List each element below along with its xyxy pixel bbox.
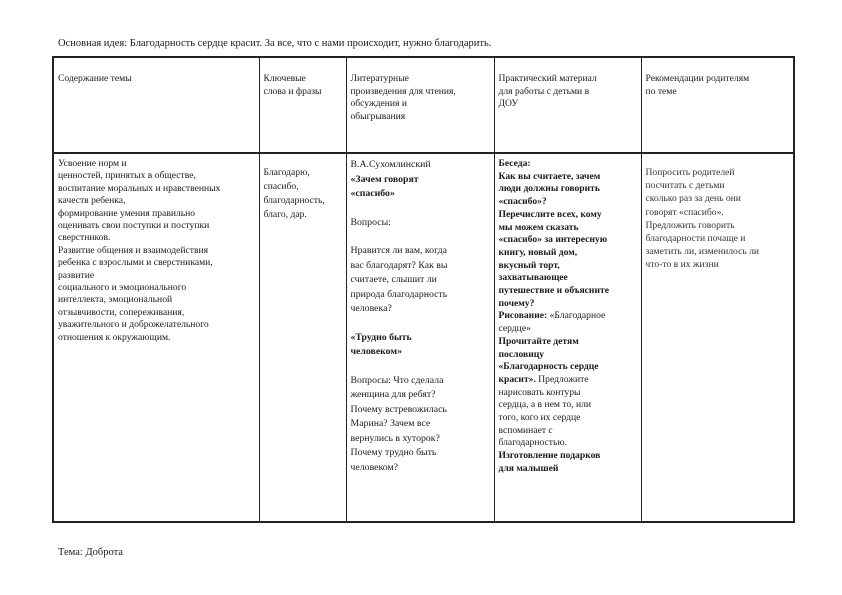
question-line: природа благодарность: [350, 288, 448, 300]
question-line: Почему встревожилась: [350, 403, 447, 415]
questions-label: Вопросы:: [350, 216, 391, 228]
header-line: Рекомендации родителям: [645, 73, 750, 84]
text-line: воспитание моральных и нравственных: [58, 182, 221, 194]
recommendation-line: говорят «спасибо».: [645, 206, 724, 218]
keyword-line: благо, дар.: [263, 209, 307, 220]
work-title-1: «Зачем говорят: [350, 173, 419, 185]
header-practical: [494, 57, 641, 153]
header-line: слова и фразы: [263, 85, 322, 97]
proverb-line: [499, 374, 637, 387]
topic-text: Тема: Доброта: [58, 547, 123, 558]
work-title-1: «спасибо»: [350, 188, 395, 199]
recommendation-line: посчитать с детьми: [645, 180, 725, 192]
text-line: интеллекта, эмоциональной: [58, 294, 173, 306]
practical-line: пословицу: [498, 348, 545, 360]
practical-line: Как вы считаете, зачем: [498, 170, 601, 182]
question-line: вернулись в хуторок?: [350, 432, 440, 444]
cell-content-theme: [53, 153, 259, 522]
practical-line: благодарностью.: [498, 437, 567, 449]
practical-line: Прочитайте детям: [498, 335, 579, 347]
practical-line: путешествие и объясните: [498, 285, 609, 297]
question-line: женщина для ребят?: [350, 389, 436, 400]
text-line: Усвоение норм и: [58, 158, 127, 169]
table-content-row: [53, 153, 794, 522]
text-line: ценностей, принятых в обществе,: [58, 170, 196, 182]
practical-line: Перечислите всех, кому: [498, 208, 602, 220]
drawing-label: Рисование:: [498, 310, 548, 322]
drawing-line: [499, 310, 637, 323]
header-literature: [346, 57, 494, 153]
header-line: Ключевые: [263, 73, 306, 84]
question-line: считаете, слышит ли: [350, 274, 437, 285]
text-line: отношения к окружающим.: [58, 331, 171, 343]
header-keywords: [259, 57, 346, 153]
gifts-line: Изготовление подарков: [498, 450, 601, 462]
header-line: обыгрывания: [350, 110, 406, 122]
recommendation-line: Предложить говорить: [645, 219, 735, 231]
text-line: сверстников.: [58, 232, 111, 244]
question-line: Нравится ли вам, когда: [350, 245, 447, 256]
proverb-end: красит».: [498, 373, 536, 385]
table-header-row: [53, 57, 794, 153]
keyword-line: благодарность,: [263, 195, 325, 206]
practical-line: сердца, а в нем то, или: [498, 399, 592, 411]
header-line: произведения для чтения,: [350, 85, 456, 97]
header-line: ДОУ: [498, 98, 519, 109]
recommendation-line: Попросить родителей: [645, 167, 735, 178]
header-recommendations: [641, 57, 794, 153]
recommendation-line: благодарности почаще и: [645, 233, 746, 245]
header-line: Содержание темы: [58, 73, 132, 84]
keyword-line: Благодарю,: [263, 167, 310, 178]
text-line: развитие: [58, 269, 95, 281]
recommendation-line: что-то в их жизни: [645, 259, 719, 271]
practical-line: «спасибо» за интересную: [498, 234, 608, 246]
practical-line: того, кого их сердце: [498, 412, 581, 424]
practical-line: «спасибо»?: [498, 196, 547, 208]
question-line: Почему трудно быть: [350, 447, 437, 458]
text-line: качеств ребенка,: [58, 195, 126, 207]
question-line: человеком?: [350, 461, 399, 473]
text-line: формирование умения правильно: [58, 207, 196, 219]
gifts-line: для малышей: [498, 462, 559, 474]
question-line: Марина? Зачем все: [350, 418, 431, 429]
recommendation-line: сколько раз за день они: [645, 193, 741, 205]
text-line: социального и эмоционального: [58, 282, 187, 294]
work-title-2: человеком»: [350, 346, 402, 357]
practical-line: люди должны говорить: [498, 183, 600, 195]
header-line: Литературные: [350, 73, 409, 84]
lesson-plan-table: [52, 56, 795, 523]
header-content-theme: [53, 57, 259, 153]
text-line: оценивать свои поступки и поступки: [58, 220, 210, 232]
main-idea-text: Основная идея: Благодарность сердце красит. За все, что с нами происходит, нужно благодарить.: [58, 38, 492, 49]
header-line: Практический материал: [498, 73, 597, 84]
question-line: человека?: [350, 303, 392, 314]
header-line: для работы с детьми в: [498, 85, 590, 97]
author-name: В.А.Сухомлинский: [350, 159, 431, 170]
header-line: обсуждения и: [350, 98, 407, 109]
practical-line: захватывающее: [498, 272, 568, 284]
practical-line: книгу, новый дом,: [498, 246, 578, 258]
keyword-line: спасибо,: [263, 181, 299, 192]
header-line: по теме: [645, 85, 677, 97]
cell-recommendations: [641, 153, 794, 522]
text-line: отзывчивости, сопереживания,: [58, 306, 185, 318]
practical-line: «Благодарность сердце: [498, 361, 599, 373]
question-line: вас благодарят? Как вы: [350, 259, 448, 271]
work-title-2: «Трудно быть: [350, 331, 412, 343]
proverb-suggest: Предложите: [535, 373, 589, 385]
practical-line: нарисовать контуры: [498, 386, 581, 398]
recommendation-line: заметить ли, изменилось ли: [645, 246, 760, 258]
cell-keywords: [259, 153, 346, 522]
text-line: ребенка с взрослыми и сверстниками,: [58, 257, 213, 269]
text-line: уважительного и доброжелательного: [58, 319, 209, 331]
practical-line: вкусный торт,: [498, 259, 560, 271]
text-line: Развитие общения и взаимодействия: [58, 244, 209, 256]
cell-practical: [494, 153, 641, 522]
drawing-title: «Благодарное: [547, 310, 606, 322]
question-line: Вопросы: Что сделала: [350, 374, 444, 386]
conversation-label: Беседа:: [498, 158, 531, 169]
practical-line: мы можем сказать: [498, 221, 579, 233]
practical-line: почему?: [498, 297, 535, 309]
cell-literature: [346, 153, 494, 522]
practical-line: вспоминает с: [498, 424, 553, 436]
drawing-title-cont: сердце»: [498, 323, 531, 335]
